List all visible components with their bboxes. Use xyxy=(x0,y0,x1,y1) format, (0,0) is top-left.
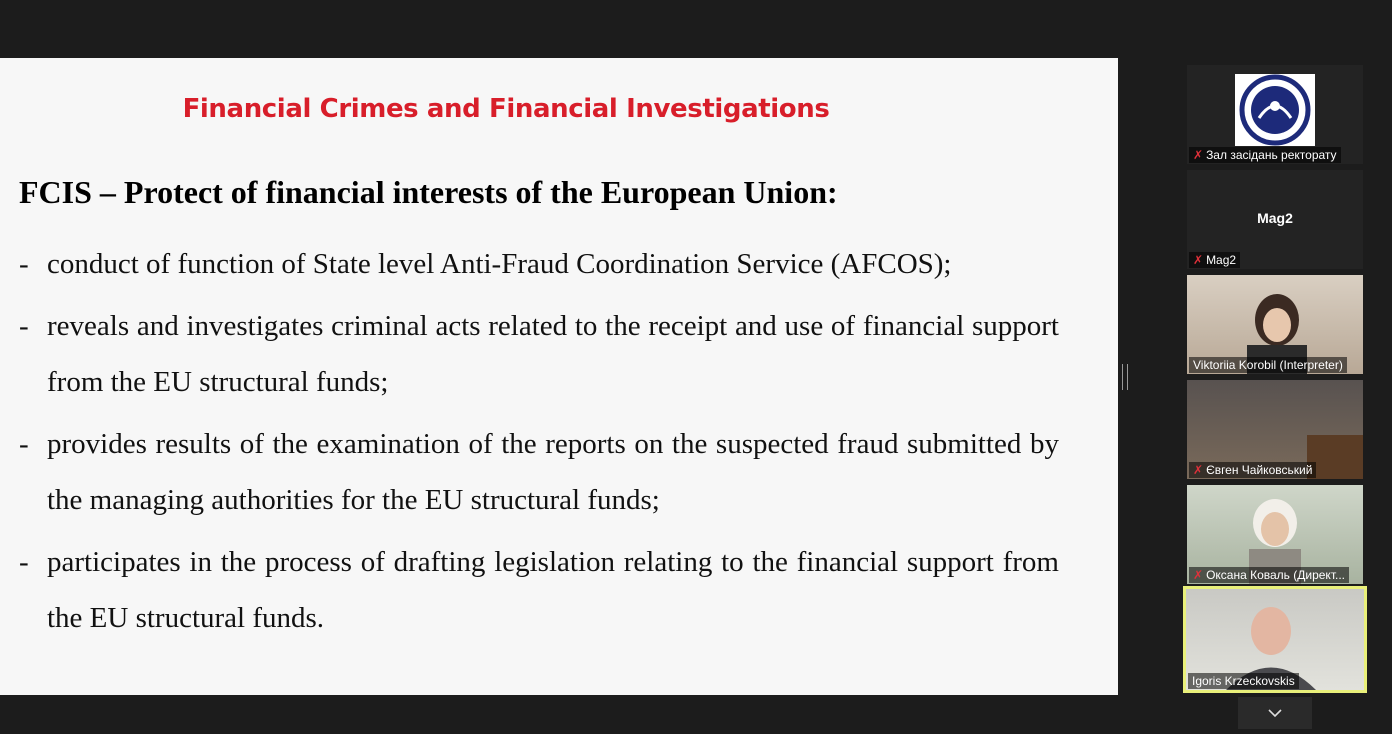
bullet-item: - provides results of the examination of the reports on the suspected fraud submitted by the managing authorities for the EU structural funds; xyxy=(19,428,1059,516)
participant-tile[interactable] xyxy=(1187,485,1363,584)
participant-tile[interactable] xyxy=(1187,275,1363,374)
mic-off-icon: ✗ xyxy=(1193,568,1204,582)
bullet-item: - participates in the process of drafting legislation relating to the financial support from the EU structural funds. xyxy=(19,546,1059,634)
participant-tile[interactable] xyxy=(1187,380,1363,479)
participant-tile[interactable] xyxy=(1187,65,1363,164)
slide-title: Financial Crimes and Financial Investigations xyxy=(182,94,830,124)
university-logo-icon xyxy=(1235,74,1315,146)
participant-name-tag: ✗ Євген Чайковський xyxy=(1189,462,1316,478)
participant-name-tag: ✗ Mag2 xyxy=(1189,252,1240,268)
bullet-item: - reveals and investigates criminal acts related to the receipt and use of financial support from the EU structural funds; xyxy=(19,310,1059,398)
bullet-text: participates in the process of drafting legislation relating to the financial support from the EU structural funds. xyxy=(47,546,1059,634)
participant-name-tag: ✗ Оксана Коваль (Директ... xyxy=(1189,567,1349,583)
participant-tile-active-speaker[interactable] xyxy=(1186,589,1364,690)
mic-off-icon: ✗ xyxy=(1193,463,1204,477)
bullet-text: conduct of function of State level Anti-Fraud Coordination Service (AFCOS); xyxy=(47,248,952,280)
bullet-list xyxy=(19,236,1059,652)
scroll-participants-button[interactable] xyxy=(1238,697,1312,729)
participant-name-tag: Igoris Krzeckovskis xyxy=(1188,673,1299,689)
bullet-item: - conduct of function of State level Anti-Fraud Coordination Service (AFCOS); xyxy=(19,248,952,280)
bullet-text: reveals and investigates criminal acts related to the receipt and use of financial support from the EU structural funds; xyxy=(47,310,1059,398)
mic-off-icon: ✗ xyxy=(1193,148,1204,162)
participant-name-tag: ✗ Зал засідань ректорату xyxy=(1189,147,1341,163)
participant-name-tag: Viktoriia Korobil (Interpreter) xyxy=(1189,357,1347,373)
mic-off-icon: ✗ xyxy=(1193,253,1204,267)
slide-heading: FCIS – Protect of financial interests of the European Union: xyxy=(19,174,838,210)
bullet-text: provides results of the examination of the reports on the suspected fraud submitted by the managing authorities for the EU structural funds; xyxy=(47,428,1059,516)
participant-center-label: Mag2 xyxy=(1257,210,1293,226)
shared-slide xyxy=(0,58,1118,695)
chevron-down-icon xyxy=(1267,708,1283,718)
participant-tile[interactable] xyxy=(1187,170,1363,269)
panel-resize-handle[interactable] xyxy=(1122,364,1128,390)
